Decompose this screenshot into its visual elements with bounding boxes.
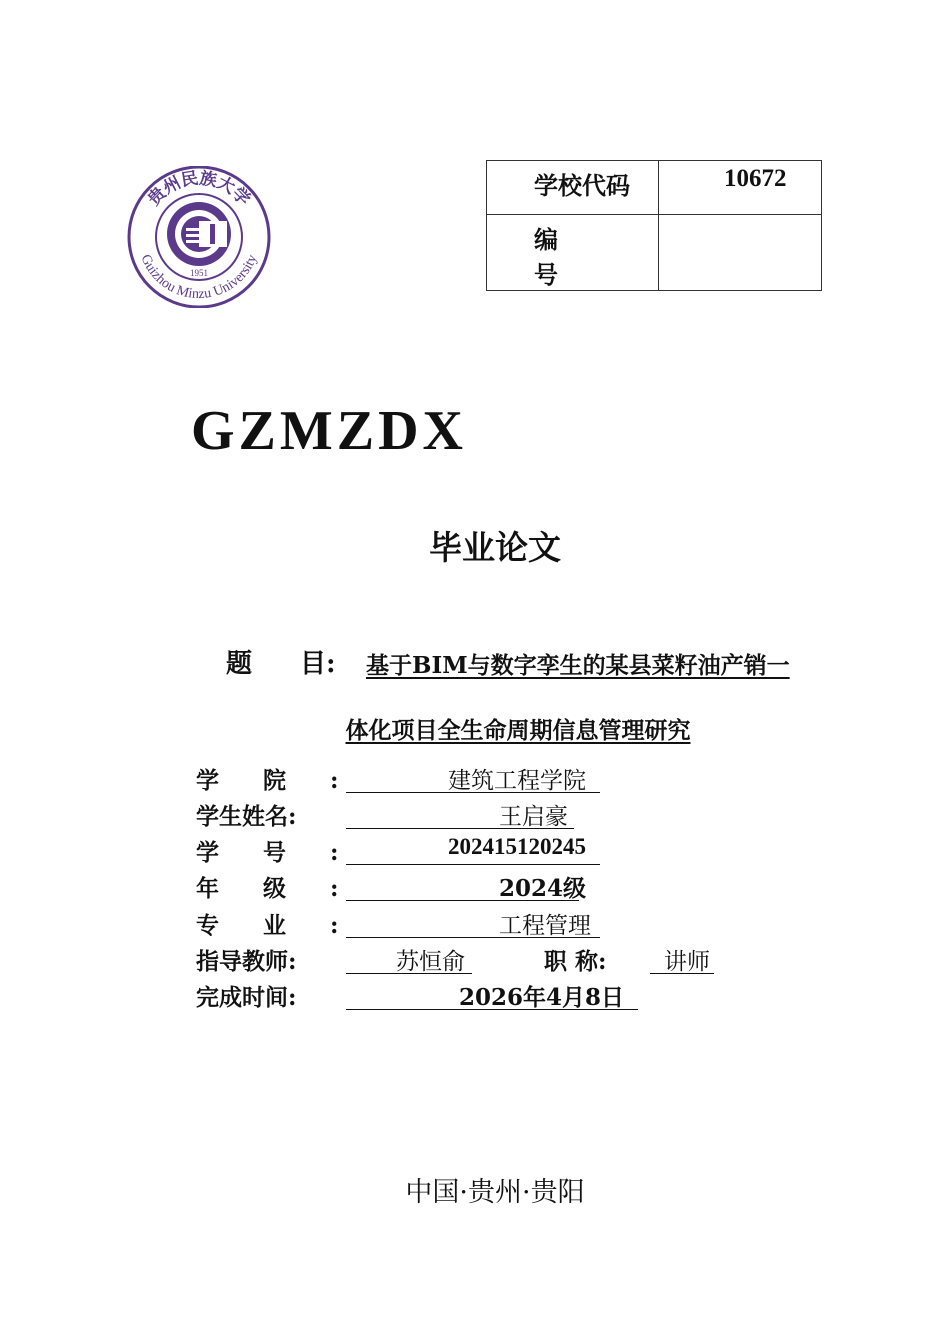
topic-title-line-1: 基于BIM与数字孪生的某县菜籽油产销一: [366, 652, 790, 679]
grade-value: 2024级: [499, 875, 587, 902]
advisor-title-label: 职 称:: [544, 948, 607, 975]
logo-bottom-text: Guizhou Minzu University: [137, 252, 261, 303]
major-label: 专业:: [196, 912, 383, 939]
number-label-cell: [487, 215, 659, 291]
school-code-table: [486, 160, 822, 291]
location-footer: 中国·贵州·贵阳: [405, 1177, 585, 1208]
student-id-label: 学号:: [196, 839, 383, 866]
major-field: [346, 907, 600, 938]
university-logo: [124, 166, 274, 308]
university-abbreviation: GZMZDX: [191, 400, 467, 462]
completion-date-label: 完成时间:: [196, 984, 297, 1011]
number-value: [659, 215, 821, 219]
logo-top-text: 贵州民族大学: [144, 168, 254, 210]
student-name-field: [346, 798, 574, 829]
student-name-value: 王启豪: [499, 804, 568, 830]
college-field: [346, 762, 600, 793]
completion-date-field: [346, 979, 638, 1010]
topic-label: 题 目:: [226, 649, 336, 679]
school-code-label: 学校代码: [534, 171, 630, 200]
topic-title-line-2: 体化项目全生命周期信息管理研究: [345, 717, 691, 744]
school-code-value: 10672: [724, 165, 787, 192]
college-value: 建筑工程学院: [448, 768, 586, 794]
logo-year: 1951: [190, 268, 208, 278]
number-value-cell: [659, 215, 822, 291]
advisor-title-field: [650, 943, 714, 974]
school-code-label-cell: [487, 161, 659, 215]
school-code-value-cell: [659, 161, 822, 215]
completion-date-value: 2026年4月8日: [459, 984, 625, 1011]
advisor-title-value: 讲师: [664, 949, 710, 975]
document-type-title: 毕业论文: [429, 528, 561, 567]
advisor-field: [346, 943, 472, 974]
grade-field: [346, 870, 587, 902]
student-id-field: [346, 834, 600, 865]
advisor-label: 指导教师:: [196, 948, 297, 975]
major-value: 工程管理: [499, 913, 591, 939]
college-label: 学院:: [196, 767, 383, 794]
number-label: 编号: [534, 225, 598, 289]
student-name-label: 学生姓名:: [196, 803, 297, 830]
logo-emblem-icon: [167, 202, 231, 266]
advisor-value: 苏恒俞: [396, 949, 465, 975]
grade-label: 年级:: [196, 875, 383, 902]
student-id-value: 202415120245: [448, 834, 586, 859]
